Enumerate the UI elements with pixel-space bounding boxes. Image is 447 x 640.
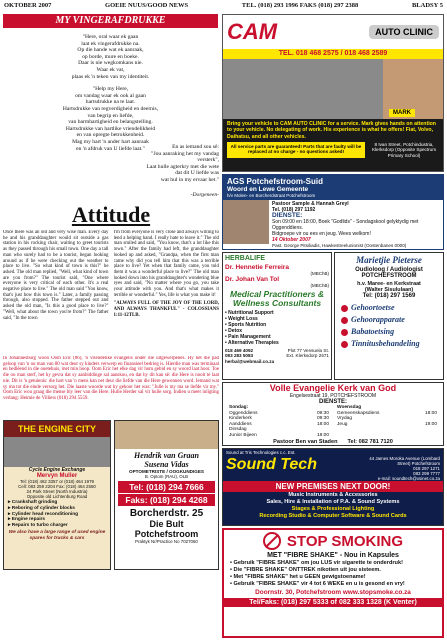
engine-footer: We also have a large range of used engine spares for trucks & cars: [8, 529, 106, 541]
herbalife-service-item: • Pain Management: [225, 334, 271, 340]
poem-line: plaas ek 'n teken van my identiteit.: [71, 73, 150, 80]
attitude-article: [3, 202, 219, 362]
audiologist-addr-1: h.v. Maree- en Kerkstraat: [357, 281, 421, 287]
ear-icon: [341, 305, 348, 312]
ags-pastor: Pastoor Sample & Hannah Greyl: [272, 201, 349, 207]
schedule-row: Junior Bijeen 18:00: [229, 432, 329, 438]
poem-line: "Help my Here,: [92, 86, 129, 93]
poem-line: op borde, mure en boeke.: [82, 53, 139, 60]
ear-icon: [341, 341, 348, 348]
poem-line: Hartsdrukke van regverdigheid en deernis,: [62, 105, 159, 112]
poem-line: van barmhartigheid en belangstelling.: [68, 119, 153, 126]
sound-tel: 018 297 1271: [413, 466, 440, 471]
poem-line: Laat hulle agterkry met die wete: [146, 163, 219, 170]
sound-title: Sound Tech: [226, 456, 317, 473]
optometrist-tel: Tel: (018) 294 7666: [118, 481, 215, 493]
stop-title: STOP SMOKING: [286, 532, 404, 550]
stop-point-item: • Met "FIBRE SHAKE" het u GEEN gewigstoename!: [230, 574, 366, 580]
header-page: BLADSY 5: [411, 2, 443, 9]
poem-line: Op die hande wat ek aanraak,: [77, 47, 144, 54]
engine-tel: Tel: (018) 462 3357 or (018) 464 1979: [20, 479, 94, 484]
herbalife-service-item: • Weight Loss: [225, 316, 258, 322]
sound-address: 44 James Moroka Avenue (Lombard Street) Potchefstroom: [369, 456, 440, 466]
volle-pastor: Pastoor Ben van Staden: [273, 438, 338, 445]
audiologist-addr-2: (Walter Sisululaan): [364, 287, 414, 293]
ear-icon: [341, 329, 348, 336]
poem-stanza-1: [3, 34, 218, 80]
poem-line: en 'n afdruk van U liefde laat.": [76, 145, 145, 152]
page-header: [0, 0, 447, 12]
ags-pastor-tel: Tel. (018) 297 1192: [272, 207, 316, 213]
sound-cell: 083 299 7777: [413, 471, 440, 476]
poem-author: -Dorgeneen-: [190, 192, 219, 198]
optometrist-practice: Praktyk Nr/Practice No 7027060: [135, 539, 198, 544]
engine-sub: Cycle Engine Exchange: [28, 467, 86, 473]
herbalife-address: Plot 77 Vensuela St. Ext. Klerksdorp 2571: [286, 348, 329, 359]
optometrist-place-1: Die Bult: [149, 519, 184, 529]
audiologist-service-item: Gehoortoetse: [337, 302, 441, 314]
audiologist-service-item: Gehoorapparate: [337, 314, 441, 326]
stop-tel: Tel/Faks: (018) 297 5333 of 082 333 1328 (K Venter): [224, 598, 442, 607]
poem-line: versterk",: [197, 157, 219, 164]
mechanic-photo: [383, 59, 443, 119]
optometrist-ad: [114, 420, 219, 570]
engine-service-item: ▸ Engine repairs: [8, 517, 46, 523]
sound-new: NEW PREMISES NEXT DOOR!: [223, 481, 443, 492]
poem-line: Daar is nie wegkomkans nie.: [78, 60, 143, 67]
poem-line: "Jou aanraking het my vandag: [151, 150, 219, 157]
optometrist-place-2: Potchefstroom: [134, 529, 199, 539]
cam-mark-label: MARK: [389, 109, 415, 117]
engine-service-item: ▸ Cylinder head reconditioning: [8, 511, 79, 517]
volle-sunday-list: [229, 411, 329, 428]
poem-line: Mag my hart 'n ander hart aanraak: [72, 138, 149, 145]
attitude-verse: "ALWAYS FULL OF THE JOY OF THE LORD, AND ALWAYS THANKFUL" - COLOSSIANS 1:11-12TLB.: [113, 301, 219, 318]
volle-tel: Tel: 082 781 7120: [347, 438, 393, 445]
ags-tag: h/v Molen- en Borcherdstraat Potchefstroom: [227, 193, 316, 198]
volle-subtitle: Engelsestraat 19, POTCHEFSTROOM: [289, 393, 377, 399]
poem-line: En as iemand sou sê:: [172, 144, 219, 150]
stop-points: [224, 559, 442, 589]
schedule-row: Kinderkerk 09:30: [229, 416, 329, 422]
volle-wednesday-label: Woensdag: [337, 405, 362, 410]
herbalife-service-item: • Nutritional Support: [225, 310, 274, 316]
poem-title: MY VINGERAFDRUKKE: [3, 14, 218, 28]
cam-address: 8 Ivan Street, Potchindustria, Klerksdorp (Opposite Spectrum Primary School): [371, 141, 437, 158]
engine-address-2: Opposite old Lichtenburg Road: [26, 494, 88, 499]
volle-wednesday-list: [337, 411, 437, 428]
engine-service-item: ▸ Reboring of cylinder blocks: [8, 505, 75, 511]
cam-tel: TEL. 018 468 2575 / 018 468 2589: [223, 49, 443, 59]
poem-line: "Here, oral waar ek gaan: [82, 34, 139, 40]
stop-web[interactable]: Doornstr. 30, Potchefstroom www.stopsmoke.co.za: [255, 589, 411, 596]
stop-point-item: • Gebruik "FIBRE SHAKE" vir 4 tot 6 WEKE en u is gesond en vry!: [230, 581, 405, 587]
audiologist-service-item: Babatoetsing: [337, 326, 441, 338]
audiologist-ad: [334, 252, 444, 380]
engine-city-title: THE ENGINE CITY: [4, 421, 110, 437]
pastors-photo: [223, 200, 269, 244]
audiologist-name: Marietjie Pieterse: [356, 255, 422, 265]
herbalife-tel-1: 018 469 4092: [225, 348, 254, 353]
doctor-2-qual: (MBChB): [310, 283, 329, 288]
sound-line-3: Stages & Professional Lighting: [291, 506, 375, 512]
cam-subtitle: AUTO CLINIC: [369, 25, 439, 39]
stop-smoking-ad: [222, 528, 444, 638]
engine-services: [4, 499, 110, 530]
ags-title: AGS Potchefstroom-Suid: [227, 177, 324, 186]
sound-line-1: Music Instruments & Accessories: [288, 492, 378, 498]
doctor-1: Dr. Hennetie Ferreira: [225, 264, 289, 271]
engine-fax: Fax: (018) 464 2550: [56, 484, 96, 489]
schedule-row: Jeug 19:00: [337, 421, 437, 427]
cam-ad: [222, 14, 444, 172]
volle-evangelie-ad: [222, 382, 444, 446]
poem-article: [3, 14, 218, 200]
doctor-2: Dr. Johan Van Tol: [225, 276, 280, 283]
poem-line: hartsdrukke na te laat.: [85, 99, 136, 106]
attitude-col-1: Once there was an old and very wise man. Every day he and his granddaughter would sit outside a gas station in his rocking chair, waiting to greet tourists as they passed through his small town. One day a tall man who surely had to be a tourist, began looking around as if he were checking out the weather to place to live. "So what kind of town is this?" he asked. The old man replied, "Well, what kind of town are you from?" The tourist said, "One where everyone is very critical of each other. It's a real negative place to live." The old man said "You know, that's just how this town is." Later, a family passing through, also stopped. The father stepped out and asked the old man, "Is this a good place to live?" "Well, what about the town you're from?" The father said, "In the town: [3, 230, 109, 321]
herbalife-service-item: • Alternative Therapies: [225, 340, 279, 346]
header-tel: TEL. (018) 293 1996 FAKS (018) 297 2388: [241, 2, 359, 9]
volle-sunday-label: Sondag:: [229, 405, 249, 410]
herbalife-ad: [222, 252, 332, 380]
herbalife-service-item: • Detox: [225, 328, 243, 334]
engine-city-ad: [3, 420, 111, 570]
cam-body: Bring your vehicle to CAM AUTO CLINIC for a service. Mark gives hands on attention to your vehicle. No delegating of work. His experience is what he offers! Fiat, Volvo, Daihatsu, and all other vehicles.: [227, 121, 436, 140]
ags-line-2: Bidgroepe vir ou ees en jeug. Wees welkom!: [272, 231, 371, 237]
poem-line: om vandag waar ek ook al gaan: [75, 92, 146, 99]
header-date: OKTOBER 2007: [4, 2, 52, 9]
herbalife-email[interactable]: herbal@webmail.co.za: [225, 358, 275, 364]
poem-line: Hartsdrukke van hartlike vriendelikheid: [65, 125, 156, 132]
cam-logo: CAM: [227, 19, 278, 44]
optometrist-reg: B. Optom (RAU), OLB: [144, 474, 189, 479]
audiologist-service-item: Tinnitusbehandeling: [337, 338, 441, 350]
engine-contact-name: Mervyn Muller: [36, 473, 78, 479]
stop-point-item: • Gebruik "FIBRE SHAKE" om jou LUS vir sigarette te onderdruk!: [230, 560, 403, 566]
herbalife-service-item: • Sports Nutrition: [225, 322, 267, 328]
attitude-title: Attitude: [71, 202, 151, 227]
optometrist-fax: Faks: (018) 294 4268: [118, 494, 215, 506]
ags-subtitle: Woord en Lewe Gemeente: [227, 186, 309, 193]
schedule-row: Dinsdag: [229, 427, 247, 433]
ear-icon: [341, 317, 348, 324]
attitude-col-2: I'm from everyone is very close and always willing to lend a helping hand. I really hate to leave it." The old man smiled and said, "You know, that's a lot like this town." After the family had left, the granddaughter looked up and asked, "Grandpa, when the first man came why did you tell him that this was a terrible place to live? Yet when that family came, you told them it was a wonderful place to live?" The old man looked down into his granddaughter's wondering blue eyes and said, "No matter where you go, you take your attitude with you. And that's what makes it terrible or wonderful." Yes, life is what you make it!: [113, 230, 219, 298]
volle-title: Volle Evangelie Kerk van God: [269, 383, 397, 393]
herbalife-heading: Medical Practitioners & Wellness Consultants: [229, 289, 324, 308]
stop-point-item: • Die "FIBRE SHAKE" ONTTREK nikotien uit jou sisteem.: [230, 567, 381, 573]
header-paper: GOEIE NUUS/GOOD NEWS: [105, 2, 189, 9]
schedule-row: Vrydag: [337, 416, 353, 422]
engine-service-item: ▸ Crankshaft grinding: [8, 500, 58, 505]
sound-line-4: Recording Studio & Computer Software & Sound Cards: [259, 513, 407, 519]
schedule-row: Gemeenskapsdiens 18:00: [337, 410, 437, 416]
herbalife-tel-2: 083 283 5083: [225, 353, 254, 359]
poem-line: laat ek vingerafdrukke na.: [81, 40, 140, 47]
engine-service-item: ▸ Repairs to turbo charger: [8, 523, 68, 529]
optometrist-photo: [115, 421, 218, 449]
no-smoking-icon: [263, 532, 281, 550]
ags-line-3: 14 Oktober 2007: [272, 237, 311, 243]
optometrist-name-1: Hendrik van Graan: [134, 451, 199, 460]
schedule-row: Oggenddiens 09:30: [229, 410, 329, 416]
sound-line-2: Sales, Hire & Installation of P.A. & Sound Systems: [266, 499, 400, 505]
poem-stanza-3: [121, 144, 219, 184]
audiologist-tel: Tel: (018) 297 1569: [362, 293, 416, 299]
volle-dienste: DIENSTE:: [318, 399, 347, 405]
oom-eric-article: In Johannesburg woon Oom Eric (86), 'n vriendelike evangelis onder die uitgewerpenes. Hy het die pad geloop van 'n ou man van 80 wat deur sy kinders verwerp en finansieel bedrieg is. Hierdie man was terminaal en bedlêend in die ouetehuis, met min hoop. Oom Eric het elke dag vir hom gebid en sy woord laat hoor. Toe die ou man sterf, het hy gevra dat sy aanbiddinge sal aanskou, en dat hy dit kan sê: die Here is nooit te laat nie. Dit is 'n getuienis: die hart van 'n mens kan net deur die liefde van die Here gewonnen word. Iemand wat sy ma tot die einde versorg het. Die laaste woorde wat hy gehoor het was: "Julle is my ma se liefde vir my." Oom Eric wou graag die mense bly leer van die Here. Hulle Herder sal vir hulle sorg. Indien u meer inligting verlang: Heimie de Villiers (018) 294 5559.: [3, 356, 219, 401]
cam-guarantee: All service parts are guaranteed! Parts that are faulty will be replaced at no charge - no questions asked!: [227, 142, 365, 158]
herbalife-services: [225, 310, 329, 346]
ags-dienste: DIENSTE:: [272, 212, 303, 219]
audiologist-city: POTCHEFSTROOM: [361, 273, 417, 279]
poem-line: wat hul in my ervaar het.": [160, 176, 219, 183]
doctor-1-qual: (MBChB): [310, 271, 329, 276]
poem-line: van begrip en liefde,: [87, 112, 134, 119]
sound-tag: Sound at Tris Technologies c.c. Est.: [226, 450, 296, 455]
poem-stanza-2: [3, 86, 218, 152]
audiologist-services: [337, 302, 441, 350]
ags-ad: [222, 174, 444, 250]
herbalife-brand: HERBALIFE: [225, 255, 266, 262]
schedule-row: Aanddiens 18:00: [229, 421, 329, 427]
engine-cell: Cell: 083 259 2204: [18, 484, 56, 489]
audiologist-role: Oudioloog / Audiologist: [355, 267, 423, 273]
poem-line: en van opregte betrokkenheid.: [76, 132, 145, 139]
ags-line-1: Son 09:00 en 18:00, Boek "Godlids" - Sondagskool gelyktydig met Oggenddiens.: [272, 219, 419, 231]
stop-subtitle: MET "FIBRE SHAKE" - Nou in Kapsules: [267, 552, 399, 559]
engine-photo: [4, 437, 110, 467]
volle-other-list: [229, 427, 329, 438]
optometrist-role: OPTOMETRISTE / OOGKUNDIGES: [129, 469, 204, 474]
sound-email[interactable]: e-mail: soundtech@xsinet.co.za: [377, 476, 440, 481]
poem-line: dat dit U liefde was: [175, 170, 219, 177]
optometrist-street: Borcherdstr. 25: [129, 508, 204, 519]
optometrist-name-2: Susena Vidas: [144, 460, 189, 469]
sound-tech-ad: [222, 448, 444, 526]
engine-address: 24 Park Street (North Industria): [26, 489, 88, 494]
poem-line: Waar ek vat,: [96, 66, 125, 73]
ags-line-4: Past. George Pitsiliadis, Hawkestreelunionist (Oostenbanes 0000): [272, 243, 407, 248]
